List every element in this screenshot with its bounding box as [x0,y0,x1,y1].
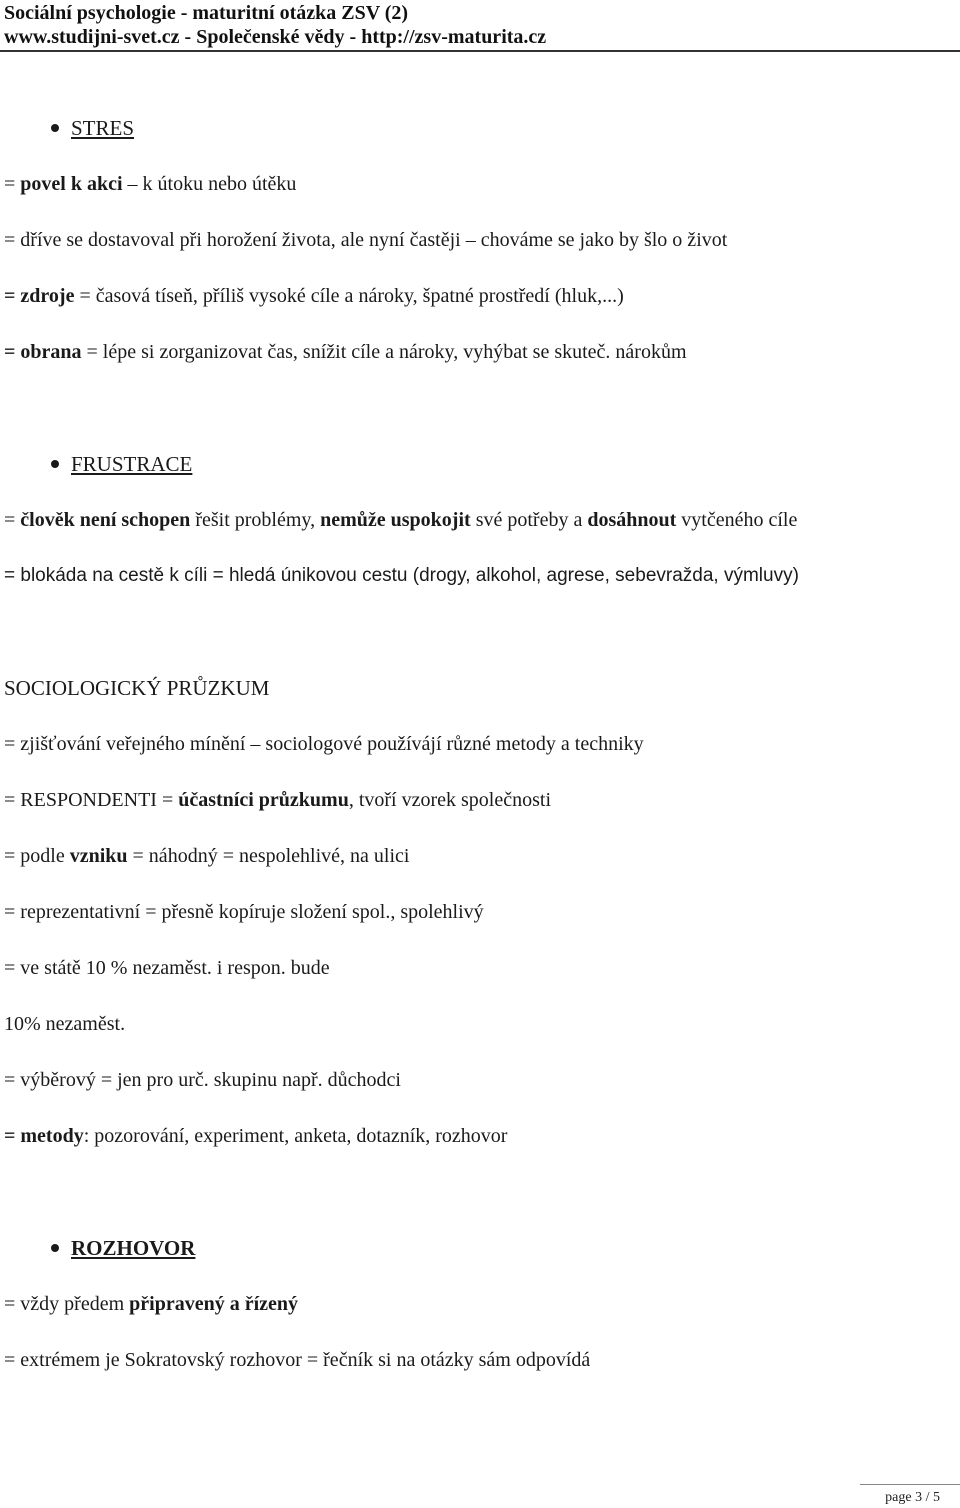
pruzkum-line-7: = výběrový = jen pro urč. skupinu např. důchodci [4,1069,401,1091]
page-number: page 3 / 5 [885,1490,940,1505]
rozhovor-line-1 [4,1292,298,1316]
section-heading-frustrace: FRUSTRACE [71,452,193,476]
header-divider [0,50,960,52]
text-span: své potřeby a [470,509,588,531]
text-span: = [4,509,21,531]
rozhovor-line-2: = extrémem je Sokratovský rozhovor = řečník si na otázky sám odpovídá [4,1349,591,1371]
text-span: : pozorování, experiment, anketa, dotazník, rozhovor [83,1125,508,1147]
bullet-icon [51,124,59,132]
text-span: vytčeného cíle [676,509,798,531]
pruzkum-line-6: 10% nezaměst. [4,1013,126,1035]
text-span-bold: = metody [4,1125,84,1147]
text-span-bold: dosáhnout [587,509,677,531]
frustrace-line-1 [4,508,797,532]
section-heading-rozhovor: ROZHOVOR [71,1236,196,1260]
text-span: = lépe si zorganizovat čas, snížit cíle a nároky, vyhýbat se skuteč. nárokům [81,341,687,363]
text-span: = náhodný = nespolehlivé, na ulici [127,845,410,867]
text-span: = podle [4,845,70,867]
text-span: řešit problémy, [190,509,321,531]
text-span-bold: = obrana [4,341,82,363]
document-subtitle: www.studijni-svet.cz - Společenské vědy - http://zsv-maturita.cz [4,26,547,48]
text-span-bold: vzniku [69,845,128,867]
bullet-icon [51,460,59,468]
text-span-bold: člověk není schopen [20,509,191,531]
text-span: , tvoří vzorek společnosti [348,789,552,811]
document-title: Sociální psychologie - maturitní otázka ZSV (2) [4,2,409,24]
stres-line-4 [4,340,687,364]
footer-divider [860,1484,960,1485]
pruzkum-line-3 [4,844,409,868]
pruzkum-line-8 [4,1124,507,1148]
text-span-bold: = zdroje [4,285,75,307]
pruzkum-line-4: = reprezentativní = přesně kopíruje složení spol., spolehlivý [4,901,484,923]
section-heading-stres: STRES [71,116,135,140]
text-span: = [4,173,21,195]
text-span: = časová tíseň, příliš vysoké cíle a nároky, špatné prostředí (hluk,...) [74,285,624,307]
pruzkum-line-5: = ve státě 10 % nezaměst. i respon. bude [4,957,330,979]
pruzkum-line-1: = zjišťování veřejného mínění – sociologové používájí různé metody a techniky [4,733,644,755]
text-span: = vždy předem [4,1293,130,1315]
text-span: – k útoku nebo útěku [122,173,297,195]
stres-line-3 [4,284,624,308]
frustrace-line-2: = blokáda na cestě k cíli = hledá únikovou cestu (drogy, alkohol, agrese, sebevražda, výmluvy) [4,565,799,586]
section-heading-pruzkum: SOCIOLOGICKÝ PRŮZKUM [4,676,270,700]
pruzkum-line-2 [4,788,551,812]
text-span-bold: účastníci průzkumu [178,789,349,811]
text-span-bold: povel k akci [20,173,123,195]
bullet-icon [51,1244,59,1252]
text-span: = RESPONDENTI = [4,789,179,811]
text-span-bold: nemůže uspokojit [320,509,471,531]
text-span-bold: připravený a řízený [129,1293,299,1315]
stres-line-1 [4,172,296,196]
stres-line-2: = dříve se dostavoval při horožení života, ale nyní častěji – chováme se jako by šlo o život [4,229,728,251]
